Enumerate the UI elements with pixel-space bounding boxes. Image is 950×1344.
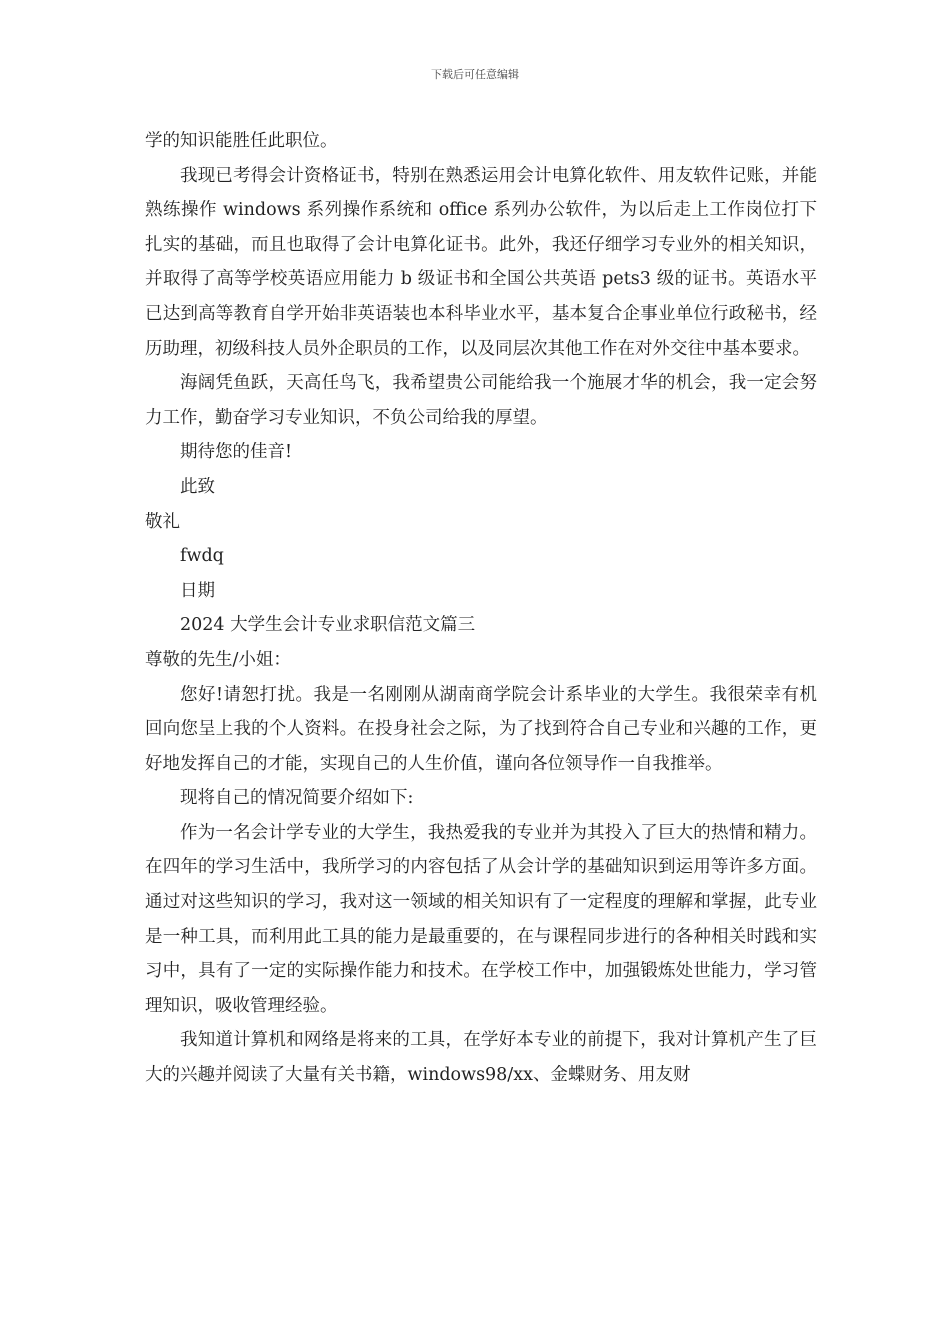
section-title: 2024 大学生会计专业求职信范文篇三: [180, 615, 476, 636]
greeting: 尊敬的先生/小姐：: [145, 649, 291, 670]
signature-name: fwdq: [180, 546, 224, 567]
paragraph: 我现已考得会计资格证书，特别在熟悉运用会计电算化软件、用友软件记账，并能熟练操作 windows 系列操作系统和 office 系列办公软件，为以后走上工作岗位打下扎实的基础，而且也取得了会计电算化证书。此外，我还仔细学习专业外的相关知识，并取得了高等学校英语应用能力 b 级证书和全国公共英语 pets3 级的证书。英语水平已达到高等教育自学开始非英语装也本科毕业水平，基本复合企事业单位行政秘书，经历助理，初级科技人员外企职员的工作，以及同层次其他工作在对外交往中基本要求。: [145, 165, 817, 359]
salutation-line: 敬礼: [145, 511, 180, 532]
signature-date: 日期: [180, 580, 215, 601]
paragraph: 学的知识能胜任此职位。: [145, 131, 338, 151]
salutation-line: 此致: [180, 476, 215, 497]
paragraph: 现将自己的情况简要介绍如下:: [180, 788, 414, 809]
paragraph: 海阔凭鱼跃，天高任鸟飞，我希望贵公司能给我一个施展才华的机会，我一定会努力工作，勤奋学习专业知识，不负公司给我的厚望。: [145, 373, 817, 428]
letter-body: [145, 124, 817, 1093]
paragraph: 我知道计算机和网络是将来的工具，在学好本专业的前提下，我对计算机产生了巨大的兴趣并阅读了大量有关书籍，windows98/xx、金蝶财务、用友财: [145, 1030, 817, 1086]
page-header: 下载后可任意编辑: [431, 68, 519, 81]
paragraph: 作为一名会计学专业的大学生，我热爱我的专业并为其投入了巨大的热情和精力。在四年的学习生活中，我所学习的内容包括了从会计学的基础知识到运用等许多方面。通过对这些知识的学习，我对这一领域的相关知识有了一定程度的理解和掌握，此专业是一种工具，而利用此工具的能力是最重要的，在与课程同步进行的各种相关时践和实习中，具有了一定的实际操作能力和技术。在学校工作中，加强锻炼处世能力，学习管理知识，吸收管理经验。: [145, 822, 817, 1016]
paragraph: 您好!请恕打扰。我是一名刚刚从湖南商学院会计系毕业的大学生。我很荣幸有机回向您呈上我的个人资料。在投身社会之际，为了找到符合自己专业和兴趣的工作，更好地发挥自己的才能，实现自己的人生价值，谨向各位领导作一自我推举。: [145, 684, 817, 774]
closing-line: 期待您的佳音!: [180, 442, 293, 463]
